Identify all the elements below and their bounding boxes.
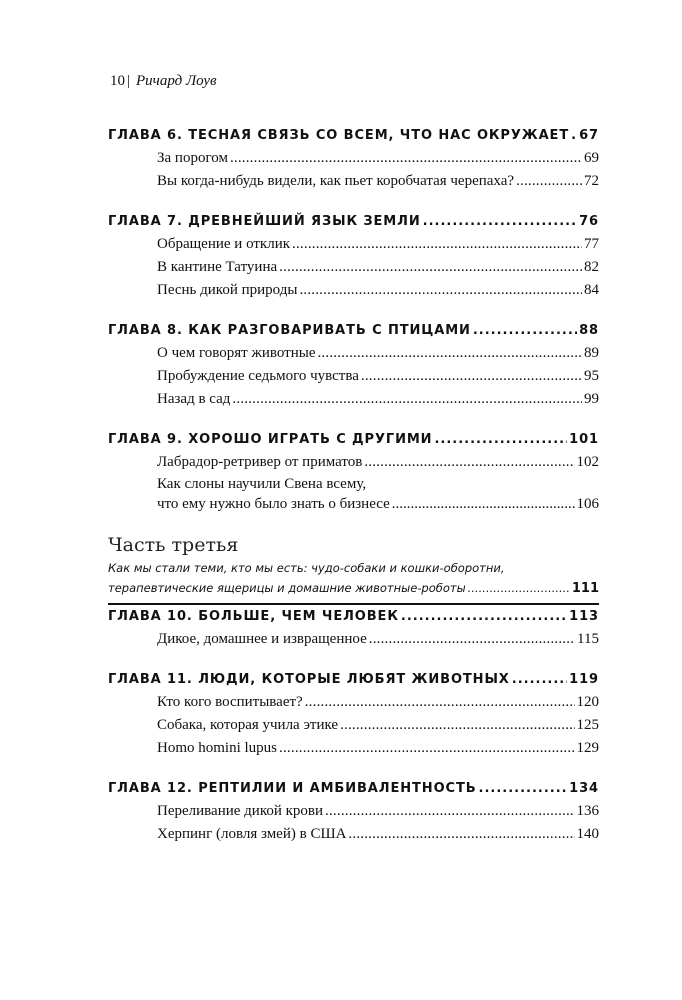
chapter-page: 101: [569, 432, 599, 447]
section-title: Назад в сад: [157, 391, 231, 407]
part-divider: [108, 603, 599, 605]
toc-section[interactable]: [108, 714, 599, 737]
toc-block-a: [108, 125, 599, 514]
section-title-line2: что ему нужно было знать о бизнесе: [157, 496, 390, 512]
chapter-title: ГЛАВА 7. ДРЕВНЕЙШИЙ ЯЗЫК ЗЕМЛИ: [108, 214, 421, 229]
part-desc-line1: Как мы стали теми, кто мы есть: чудо-собаки и кошки-оборотни,: [108, 561, 505, 575]
section-page: 77: [584, 236, 599, 252]
leader-dots: [361, 365, 582, 388]
toc-chapter-9[interactable]: [108, 429, 599, 451]
toc-chapter-8[interactable]: [108, 320, 599, 342]
section-page: 95: [584, 368, 599, 384]
chapter-page: 119: [569, 672, 599, 687]
toc-chapter-11[interactable]: [108, 669, 599, 691]
leader-dots: [468, 578, 570, 598]
leader-dots: [392, 494, 575, 514]
leader-dots: [230, 147, 582, 170]
leader-dots: [434, 429, 567, 451]
section-title: Кто кого воспитывает?: [157, 694, 303, 710]
leader-dots: [473, 320, 577, 342]
section-page: 120: [576, 694, 599, 710]
section-page: 125: [576, 717, 599, 733]
toc-section[interactable]: [108, 256, 599, 279]
leader-dots: [317, 342, 582, 365]
chapter-title: ГЛАВА 9. ХОРОШО ИГРАТЬ С ДРУГИМИ: [108, 432, 433, 447]
leader-dots: [479, 778, 568, 800]
section-title: Переливание дикой крови: [157, 803, 324, 819]
section-page: 84: [584, 282, 599, 298]
chapter-title: ГЛАВА 6. ТЕСНАЯ СВЯЗЬ СО ВСЕМ, ЧТО НАС ОКРУЖАЕТ: [108, 128, 570, 143]
leader-dots: [423, 211, 577, 233]
section-page: 99: [584, 391, 599, 407]
leader-dots: [292, 233, 582, 256]
toc-chapter-6[interactable]: [108, 125, 599, 147]
leader-dots: [401, 606, 567, 628]
running-head-separator: |: [127, 73, 131, 89]
chapter-page: 76: [579, 214, 599, 229]
page-number: 10: [110, 73, 125, 89]
section-page: 106: [576, 496, 599, 512]
section-title: Лабрадор-ретривер от приматов: [157, 454, 363, 470]
toc-block-b: [108, 606, 599, 846]
leader-dots: [364, 451, 574, 474]
chapter-title: ГЛАВА 10. БОЛЬШЕ, ЧЕМ ЧЕЛОВЕК: [108, 609, 399, 624]
chapter-title: ГЛАВА 8. КАК РАЗГОВАРИВАТЬ С ПТИЦАМИ: [108, 323, 471, 338]
part-three-block: [108, 532, 599, 605]
author-name: Ричард Лоув: [136, 73, 217, 89]
toc-section-multiline[interactable]: [108, 474, 599, 514]
toc-section[interactable]: [108, 800, 599, 823]
toc-section[interactable]: [108, 737, 599, 760]
part-page: 111: [571, 581, 599, 596]
section-title: Херпинг (ловля змей) в США: [157, 826, 347, 842]
chapter-page: 134: [569, 781, 599, 796]
toc-chapter-10[interactable]: [108, 606, 599, 628]
section-title: Обращение и отклик: [157, 236, 291, 252]
toc-section[interactable]: [108, 233, 599, 256]
leader-dots: [348, 823, 574, 846]
section-page: 69: [584, 150, 599, 166]
toc-section[interactable]: [108, 388, 599, 411]
chapter-page: 88: [579, 323, 599, 338]
toc-section[interactable]: [108, 279, 599, 302]
toc-chapter-7[interactable]: [108, 211, 599, 233]
section-page: 140: [576, 826, 599, 842]
section-title: Homo homini lupus: [157, 740, 278, 756]
leader-dots: [232, 388, 582, 411]
section-page: 129: [576, 740, 599, 756]
section-title: Песнь дикой природы: [157, 282, 298, 298]
leader-dots: [340, 714, 574, 737]
section-title: За порогом: [157, 150, 228, 166]
leader-dots: [279, 256, 582, 279]
part-description[interactable]: [108, 558, 599, 599]
leader-dots: [571, 125, 577, 147]
toc-chapter-12[interactable]: [108, 778, 599, 800]
leader-dots: [369, 628, 575, 651]
section-page: 102: [576, 454, 599, 470]
section-page: 89: [584, 345, 599, 361]
toc-section[interactable]: [108, 365, 599, 388]
toc-section[interactable]: [108, 451, 599, 474]
chapter-title: ГЛАВА 12. РЕПТИЛИИ И АМБИВАЛЕНТНОСТЬ: [108, 781, 477, 796]
section-page: 82: [584, 259, 599, 275]
section-page: 136: [576, 803, 599, 819]
toc-section[interactable]: [108, 147, 599, 170]
section-page: 115: [577, 631, 599, 647]
toc-section[interactable]: [108, 170, 599, 193]
toc-section[interactable]: [108, 628, 599, 651]
section-title: Вы когда-нибудь видели, как пьет коробчатая черепаха?: [157, 173, 515, 189]
leader-dots: [299, 279, 582, 302]
toc-section[interactable]: [108, 342, 599, 365]
section-title-line1: Как слоны научили Свена всему,: [157, 476, 367, 492]
leader-dots: [516, 170, 582, 193]
leader-dots: [305, 691, 575, 714]
toc-section[interactable]: [108, 691, 599, 714]
leader-dots: [279, 737, 574, 760]
toc-section[interactable]: [108, 823, 599, 846]
part-desc-line2: терапевтические ящерицы и домашние животные-роботы: [108, 581, 466, 595]
section-title: Дикое, домашнее и извращенное: [157, 631, 367, 647]
section-title: Пробуждение седьмого чувства: [157, 368, 359, 384]
section-title: В кантине Татуина: [157, 259, 278, 275]
chapter-page: 67: [579, 128, 599, 143]
part-title: Часть третья: [108, 534, 239, 556]
section-title: Собака, которая учила этике: [157, 717, 339, 733]
chapter-page: 113: [569, 609, 599, 624]
section-title: О чем говорят животные: [157, 345, 316, 361]
running-head: [110, 73, 217, 90]
section-page: 72: [584, 173, 599, 189]
chapter-title: ГЛАВА 11. ЛЮДИ, КОТОРЫЕ ЛЮБЯТ ЖИВОТНЫХ: [108, 672, 510, 687]
leader-dots: [512, 669, 567, 691]
leader-dots: [325, 800, 574, 823]
